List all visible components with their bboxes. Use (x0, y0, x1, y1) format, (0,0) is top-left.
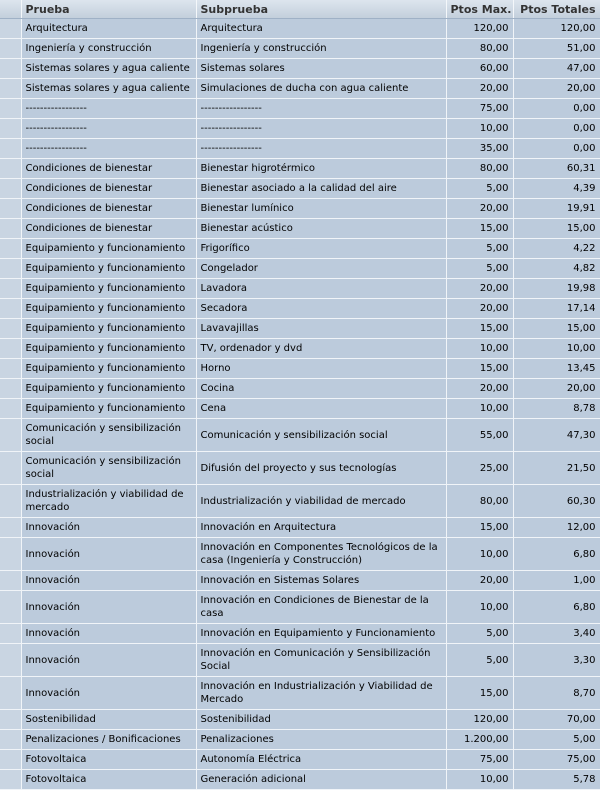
cell-ptos-max: 10,00 (446, 119, 513, 139)
table-row[interactable] (0, 518, 600, 538)
row-selector[interactable] (0, 99, 21, 119)
cell-subprueba: Cena (196, 399, 446, 419)
row-selector[interactable] (0, 279, 21, 299)
row-selector[interactable] (0, 319, 21, 339)
cell-ptos-totales: 70,00 (513, 710, 600, 730)
cell-subprueba: Industrialización y viabilidad de mercado (196, 485, 446, 518)
table-row[interactable] (0, 219, 600, 239)
cell-ptos-totales: 8,78 (513, 399, 600, 419)
cell-ptos-totales: 75,00 (513, 750, 600, 770)
cell-ptos-totales: 3,30 (513, 644, 600, 677)
cell-prueba: Sistemas solares y agua caliente (21, 79, 196, 99)
row-selector[interactable] (0, 452, 21, 485)
cell-ptos-totales: 0,00 (513, 99, 600, 119)
table-row[interactable] (0, 591, 600, 624)
cell-ptos-totales: 6,80 (513, 538, 600, 571)
cell-subprueba: Innovación en Componentes Tecnológicos de la casa (Ingeniería y Construcción) (196, 538, 446, 571)
table-row[interactable] (0, 199, 600, 219)
cell-prueba: ----------------- (21, 119, 196, 139)
cell-prueba: Innovación (21, 677, 196, 710)
row-selector[interactable] (0, 538, 21, 571)
cell-subprueba: Horno (196, 359, 446, 379)
row-selector[interactable] (0, 419, 21, 452)
cell-prueba: Innovación (21, 571, 196, 591)
cell-prueba: Equipamiento y funcionamiento (21, 259, 196, 279)
cell-ptos-max: 20,00 (446, 299, 513, 319)
cell-prueba: ----------------- (21, 139, 196, 159)
table-header (0, 0, 600, 19)
cell-subprueba: Secadora (196, 299, 446, 319)
row-selector[interactable] (0, 710, 21, 730)
cell-ptos-totales: 17,14 (513, 299, 600, 319)
cell-subprueba: Innovación en Comunicación y Sensibilización Social (196, 644, 446, 677)
table-row[interactable] (0, 279, 600, 299)
table-row[interactable] (0, 359, 600, 379)
cell-ptos-totales: 1,00 (513, 571, 600, 591)
cell-ptos-max: 120,00 (446, 710, 513, 730)
cell-prueba: Sostenibilidad (21, 710, 196, 730)
column-header-ptos-max[interactable]: Ptos Max. (446, 0, 513, 19)
table-row[interactable] (0, 710, 600, 730)
cell-ptos-totales: 3,40 (513, 624, 600, 644)
row-selector[interactable] (0, 399, 21, 419)
cell-subprueba: Generación adicional (196, 770, 446, 790)
row-selector[interactable] (0, 259, 21, 279)
cell-ptos-totales: 19,98 (513, 279, 600, 299)
cell-prueba: Ingeniería y construcción (21, 39, 196, 59)
cell-ptos-totales: 20,00 (513, 379, 600, 399)
cell-prueba: Innovación (21, 591, 196, 624)
row-selector[interactable] (0, 59, 21, 79)
row-selector[interactable] (0, 39, 21, 59)
cell-prueba: Equipamiento y funcionamiento (21, 239, 196, 259)
row-selector[interactable] (0, 139, 21, 159)
cell-prueba: Condiciones de bienestar (21, 159, 196, 179)
cell-ptos-max: 10,00 (446, 339, 513, 359)
row-selector[interactable] (0, 750, 21, 770)
cell-ptos-max: 15,00 (446, 359, 513, 379)
cell-subprueba: Autonomía Eléctrica (196, 750, 446, 770)
cell-prueba: Comunicación y sensibilización social (21, 419, 196, 452)
cell-ptos-max: 20,00 (446, 279, 513, 299)
cell-ptos-max: 75,00 (446, 750, 513, 770)
cell-prueba: Condiciones de bienestar (21, 199, 196, 219)
cell-ptos-totales: 5,00 (513, 730, 600, 750)
cell-ptos-max: 5,00 (446, 179, 513, 199)
cell-subprueba: Lavavajillas (196, 319, 446, 339)
row-selector[interactable] (0, 19, 21, 39)
cell-ptos-totales: 0,00 (513, 139, 600, 159)
cell-prueba: Equipamiento y funcionamiento (21, 379, 196, 399)
cell-prueba: Comunicación y sensibilización social (21, 452, 196, 485)
table-row[interactable] (0, 770, 600, 790)
row-selector[interactable] (0, 299, 21, 319)
cell-ptos-max: 80,00 (446, 485, 513, 518)
cell-prueba: Penalizaciones / Bonificaciones (21, 730, 196, 750)
row-selector[interactable] (0, 199, 21, 219)
cell-subprueba: Bienestar higrotérmico (196, 159, 446, 179)
cell-ptos-max: 15,00 (446, 219, 513, 239)
table-row[interactable] (0, 299, 600, 319)
table-row[interactable] (0, 750, 600, 770)
table-row[interactable] (0, 59, 600, 79)
cell-ptos-max: 120,00 (446, 19, 513, 39)
cell-prueba: Innovación (21, 624, 196, 644)
cell-prueba: Condiciones de bienestar (21, 219, 196, 239)
cell-prueba: Equipamiento y funcionamiento (21, 299, 196, 319)
row-selector[interactable] (0, 644, 21, 677)
cell-subprueba: Difusión del proyecto y sus tecnologías (196, 452, 446, 485)
cell-prueba: Equipamiento y funcionamiento (21, 279, 196, 299)
cell-prueba: Equipamiento y funcionamiento (21, 339, 196, 359)
column-header-subprueba[interactable]: Subprueba (196, 0, 446, 19)
cell-ptos-max: 5,00 (446, 644, 513, 677)
cell-prueba: Fotovoltaica (21, 750, 196, 770)
cell-subprueba: Ingeniería y construcción (196, 39, 446, 59)
cell-subprueba: Bienestar acústico (196, 219, 446, 239)
table-row[interactable] (0, 730, 600, 750)
cell-ptos-max: 5,00 (446, 624, 513, 644)
table-row[interactable] (0, 79, 600, 99)
table-row[interactable] (0, 624, 600, 644)
cell-subprueba: Simulaciones de ducha con agua caliente (196, 79, 446, 99)
cell-ptos-totales: 60,30 (513, 485, 600, 518)
cell-subprueba: Frigorífico (196, 239, 446, 259)
table-body (0, 19, 600, 790)
cell-subprueba: Innovación en Arquitectura (196, 518, 446, 538)
cell-subprueba: ----------------- (196, 139, 446, 159)
table-row[interactable] (0, 39, 600, 59)
cell-ptos-totales: 4,39 (513, 179, 600, 199)
cell-ptos-totales: 8,70 (513, 677, 600, 710)
cell-ptos-totales: 15,00 (513, 319, 600, 339)
cell-ptos-max: 20,00 (446, 199, 513, 219)
row-selector[interactable] (0, 677, 21, 710)
cell-ptos-totales: 47,00 (513, 59, 600, 79)
row-selector[interactable] (0, 485, 21, 518)
cell-prueba: Equipamiento y funcionamiento (21, 399, 196, 419)
table-row[interactable] (0, 379, 600, 399)
cell-ptos-totales: 4,82 (513, 259, 600, 279)
table-row[interactable] (0, 644, 600, 677)
cell-ptos-max: 10,00 (446, 399, 513, 419)
column-header-prueba[interactable]: Prueba (21, 0, 196, 19)
row-selector[interactable] (0, 624, 21, 644)
table-row[interactable] (0, 239, 600, 259)
cell-ptos-max: 80,00 (446, 159, 513, 179)
cell-ptos-max: 80,00 (446, 39, 513, 59)
row-selector[interactable] (0, 159, 21, 179)
table-row[interactable] (0, 119, 600, 139)
row-selector[interactable] (0, 571, 21, 591)
table-row[interactable] (0, 319, 600, 339)
cell-ptos-max: 15,00 (446, 319, 513, 339)
cell-ptos-totales: 51,00 (513, 39, 600, 59)
cell-prueba: Equipamiento y funcionamiento (21, 319, 196, 339)
cell-subprueba: Sostenibilidad (196, 710, 446, 730)
cell-subprueba: Comunicación y sensibilización social (196, 419, 446, 452)
cell-subprueba: ----------------- (196, 99, 446, 119)
cell-prueba: Condiciones de bienestar (21, 179, 196, 199)
row-selector[interactable] (0, 770, 21, 790)
cell-ptos-totales: 60,31 (513, 159, 600, 179)
cell-ptos-max: 75,00 (446, 99, 513, 119)
table-row[interactable] (0, 452, 600, 485)
cell-ptos-max: 20,00 (446, 79, 513, 99)
cell-ptos-max: 5,00 (446, 259, 513, 279)
row-selector[interactable] (0, 339, 21, 359)
row-selector[interactable] (0, 730, 21, 750)
table-row[interactable] (0, 571, 600, 591)
cell-subprueba: Innovación en Condiciones de Bienestar de la casa (196, 591, 446, 624)
cell-prueba: Arquitectura (21, 19, 196, 39)
cell-subprueba: Cocina (196, 379, 446, 399)
table-row[interactable] (0, 19, 600, 39)
cell-prueba: Equipamiento y funcionamiento (21, 359, 196, 379)
cell-ptos-max: 20,00 (446, 571, 513, 591)
cell-prueba: Innovación (21, 538, 196, 571)
cell-subprueba: Innovación en Industrialización y Viabilidad de Mercado (196, 677, 446, 710)
cell-subprueba: Innovación en Equipamiento y Funcionamiento (196, 624, 446, 644)
table-row[interactable] (0, 139, 600, 159)
table-row[interactable] (0, 159, 600, 179)
cell-prueba: Innovación (21, 518, 196, 538)
cell-ptos-max: 20,00 (446, 379, 513, 399)
column-header-ptos-totales[interactable]: Ptos Totales (513, 0, 600, 19)
cell-subprueba: Congelador (196, 259, 446, 279)
row-selector[interactable] (0, 179, 21, 199)
cell-ptos-max: 55,00 (446, 419, 513, 452)
cell-ptos-totales: 0,00 (513, 119, 600, 139)
table-row[interactable] (0, 259, 600, 279)
cell-ptos-totales: 4,22 (513, 239, 600, 259)
cell-ptos-max: 5,00 (446, 239, 513, 259)
row-selector[interactable] (0, 591, 21, 624)
row-selector[interactable] (0, 79, 21, 99)
cell-ptos-totales: 5,78 (513, 770, 600, 790)
row-selector[interactable] (0, 239, 21, 259)
cell-prueba: ----------------- (21, 99, 196, 119)
row-selector-header (0, 0, 21, 19)
cell-ptos-max: 35,00 (446, 139, 513, 159)
table-row[interactable] (0, 99, 600, 119)
cell-subprueba: Bienestar lumínico (196, 199, 446, 219)
cell-ptos-max: 15,00 (446, 518, 513, 538)
cell-ptos-max: 25,00 (446, 452, 513, 485)
cell-ptos-totales: 120,00 (513, 19, 600, 39)
cell-prueba: Fotovoltaica (21, 770, 196, 790)
table-row[interactable] (0, 538, 600, 571)
table-row[interactable] (0, 399, 600, 419)
row-selector[interactable] (0, 359, 21, 379)
cell-subprueba: Lavadora (196, 279, 446, 299)
cell-subprueba: Sistemas solares (196, 59, 446, 79)
cell-ptos-totales: 12,00 (513, 518, 600, 538)
cell-subprueba: Arquitectura (196, 19, 446, 39)
cell-prueba: Industrialización y viabilidad de mercado (21, 485, 196, 518)
cell-subprueba: Bienestar asociado a la calidad del aire (196, 179, 446, 199)
table-row[interactable] (0, 485, 600, 518)
cell-ptos-totales: 20,00 (513, 79, 600, 99)
cell-ptos-max: 15,00 (446, 677, 513, 710)
cell-subprueba: TV, ordenador y dvd (196, 339, 446, 359)
cell-ptos-max: 60,00 (446, 59, 513, 79)
table-row[interactable] (0, 419, 600, 452)
cell-ptos-totales: 15,00 (513, 219, 600, 239)
cell-ptos-totales: 10,00 (513, 339, 600, 359)
cell-ptos-max: 1.200,00 (446, 730, 513, 750)
table-row[interactable] (0, 179, 600, 199)
cell-ptos-totales: 13,45 (513, 359, 600, 379)
cell-prueba: Innovación (21, 644, 196, 677)
cell-ptos-totales: 19,91 (513, 199, 600, 219)
cell-ptos-totales: 21,50 (513, 452, 600, 485)
row-selector[interactable] (0, 219, 21, 239)
table-row[interactable] (0, 677, 600, 710)
cell-ptos-max: 10,00 (446, 538, 513, 571)
cell-ptos-max: 10,00 (446, 770, 513, 790)
cell-prueba: Sistemas solares y agua caliente (21, 59, 196, 79)
row-selector[interactable] (0, 119, 21, 139)
row-selector[interactable] (0, 379, 21, 399)
cell-ptos-max: 10,00 (446, 591, 513, 624)
table-row[interactable] (0, 339, 600, 359)
cell-subprueba: Penalizaciones (196, 730, 446, 750)
row-selector[interactable] (0, 518, 21, 538)
cell-subprueba: Innovación en Sistemas Solares (196, 571, 446, 591)
cell-ptos-totales: 47,30 (513, 419, 600, 452)
cell-ptos-totales: 6,80 (513, 591, 600, 624)
cell-subprueba: ----------------- (196, 119, 446, 139)
